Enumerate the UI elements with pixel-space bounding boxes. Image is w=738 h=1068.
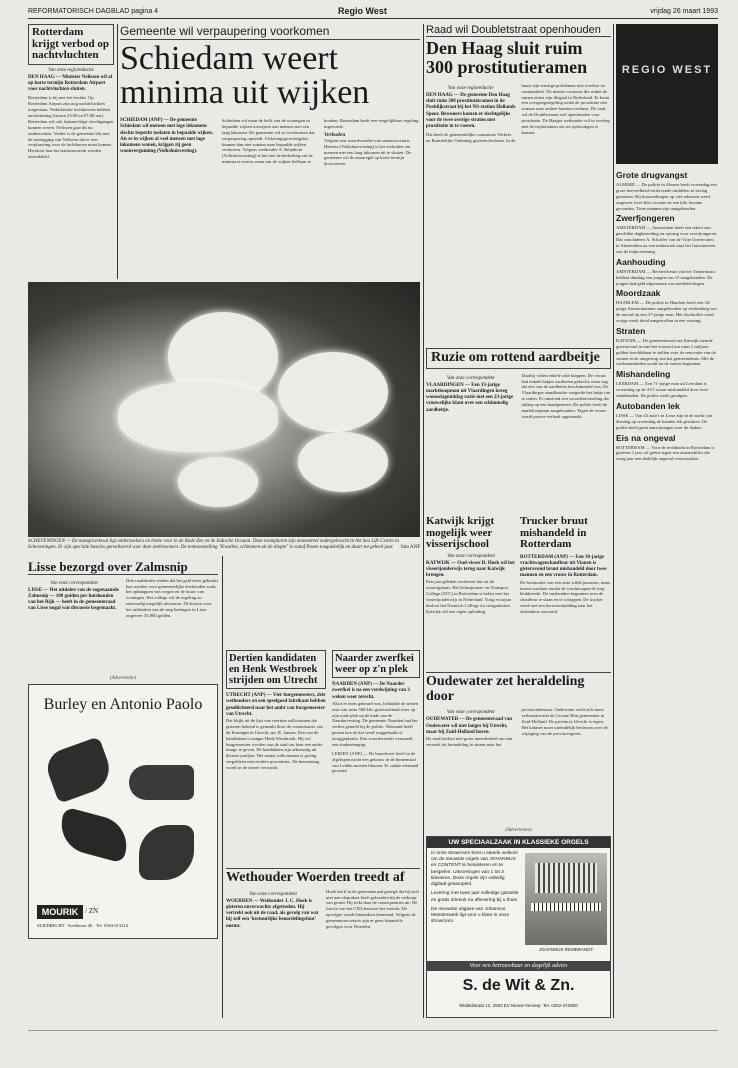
article-utrecht-lead: UTRECHT (ANP) — Vier burgemeesters, drie wethouders en een speelgoed fabrikant hebben gesolliciteerd naar het ambt van burgemeester van Utrecht.: [226, 693, 326, 717]
article-katwijk-lead: KATWIJK — Oud-visser D. Hoek wil het visserijonderwijs terug naar Katwijk brengen.: [426, 560, 515, 579]
article-woerden-lead: WOERDEN — Wethouder J. C. Hoek is gisteren onverwachts afgetreden. Hij vertrekt ook uit de raad, als gevolg van wat hij zelf een 'bestuurlijke beoordelingsfout' noemt.: [226, 898, 319, 929]
article-schiedam-subhead: Verboden: [324, 131, 346, 138]
jellyfish-shape: [178, 457, 258, 507]
ad-orgels-text2: Levering met twee jaar volledige garantie en gratis inbreuk na aflevering bij u thuis.: [431, 891, 519, 903]
ad-burley-title: Burley en Antonio Paolo: [43, 696, 203, 713]
article-woerden-body: Hoek heeft in de gemeenteraad gezegd dat hij zich niet aan afspraken heeft gehouden bij de verkoop van grond. Hij trekt daar de consequenties uit. De fractie van het CDA betreurt het vertrek. De opvolger wordt binnenkort benoemd. Volgens de gemeentesecretaris zijn er geen financiële gevolgen voor Woerden.: [326, 888, 419, 929]
article-denhaag-kicker: Raad wil Doubletstraat openhouden: [426, 24, 611, 37]
article-denhaag: [426, 24, 611, 344]
jellyfish-shape: [118, 382, 278, 452]
news-brief-body: ALMERE — De politie in Almere heeft woensdag een grote hoeveelheid verdovende middelen in beslag genomen. Bij huiszoekingen op vier adressen werd ongeveer twee kilo cocaïne en een kilo heroïne gevonden. Twee mannen zijn aangehouden.: [616, 182, 717, 211]
jellyfish-shape: [298, 432, 388, 492]
article-rotterdam-lead: DEN HAAG — Minister Nelissen wil al op korte termijn Rotterdam Airport voor nachtvluchten sluiten.: [28, 74, 113, 93]
article-rotterdam-title: Rotterdam krijgt verbod op nachtvluchten: [32, 26, 109, 62]
ad-orgels: [426, 836, 611, 1018]
article-schiedam-text: [120, 118, 420, 268]
article-schiedam-body2: Volgens een woordvoerder van staatssecretaris Heerma (Volkshuisvesting) is het verboden om mensen met een laag inkomen uit te sluiten. De gemeente wil de maatregel op korte termijn doorvoeren.: [324, 137, 412, 167]
news-brief: [616, 367, 718, 399]
article-schiedam-lead: SCHIEDAM (ANP) — De gemeente Schiedam wil mensen met lage inkomens slechts beperkt toelaten in bepaalde wijken. Als er in wijken al veel mensen met lage inkomens wonen, krijgen zij geen woonvergunning (Volkshuisvesting).: [120, 118, 214, 155]
article-denhaag-title: Den Haag sluit ruim 300 prostitutieramen: [426, 38, 588, 77]
news-brief-title: Aanhouding: [616, 256, 666, 267]
article-katwijk: [426, 516, 516, 656]
news-brief-title: Straten: [616, 325, 646, 336]
article-rotterdam: [28, 24, 114, 264]
ad-label-1: (Advertentie): [109, 676, 137, 681]
news-brief: [616, 211, 718, 254]
article-denhaag-text: [426, 83, 611, 338]
article-lisse-byline: Van onze correspondent: [50, 580, 98, 586]
article-ruzie-byline: Van onze correspondent: [446, 375, 495, 381]
news-brief-title: Mishandeling: [616, 369, 671, 380]
header-left: REFORMATORISCH DAGBLAD pagina 4: [28, 8, 159, 15]
article-denhaag-byline: Van onze regioredactie: [447, 85, 494, 91]
article-woerden: [226, 868, 420, 1018]
ad-burley-logo-name: MOURIK: [41, 907, 79, 917]
article-denhaag-lead: DEN HAAG — De gemeente Den Haag sluit ruim 300 prostitutieramen in de Poeldijkstraat bij het NS-station Hollands Spoor. Bewoners komen er slechtgelijks voor de twee overige straten met prostitutie in te voeren.: [426, 92, 516, 130]
article-woerden-byline: Van onze correspondent: [249, 891, 297, 897]
article-ruzie-body: Daarbij vielen enkele rake klappen. De vrouw had enkele bakjes aardbeien gekocht, maar zag dat een van de aardbeien beschimmeld was. De Vlaardingse standhouder weigerde het bakje om te ruilen. Er ontstond een woordenwisseling die uitliep op een handgemeen. De politie heeft de marktkoopman aangehouden. Tegen de vrouw wordt proces-verbaal opgemaakt.: [521, 372, 611, 419]
shoe-image: [139, 825, 194, 880]
article-ruzie-text: [426, 373, 611, 513]
news-brief-title: Grote drugvangst: [616, 170, 688, 180]
article-naarden: [332, 650, 420, 865]
ad-burley-logo-suffix: / ZN: [85, 907, 99, 915]
news-brief-body: AMSTERDAM — Amsterdam heeft een tekort aan geschikte dagbesteding en opvang voor zwerfjongeren. Dat concludeert A. Schoffer van de Vrije Universiteit in Amsterdam na een onderzoek naar het functioneren van de hulpverlening.: [616, 225, 718, 254]
ad-burley-address: SLIEDRECHT · Kerkbuurt 40 · Tel. 0184-413214: [37, 923, 128, 928]
article-trucker-body: De bestuurder van een auto wilde passeren, maar moest wachten omdat de vrachtwagen de weg blokkeerde. De inzittenden begonnen toen de chauffeur te slaan en te schoppen. De trucker werd met een hersenschudding naar het ziekenhuis vervoerd.: [520, 579, 611, 615]
shoe-image: [129, 765, 194, 800]
shoe-image: [55, 807, 133, 864]
organ-keys: [531, 903, 601, 911]
article-katwijk-byline: Van onze correspondent: [447, 553, 495, 559]
article-katwijk-body: Een jaar geleden verdween dat uit de visserijplaats. Het Scheepvaart- en Transport College (STC) in Rotterdam is belast met het visserijonderwijs in Nederland. Vorig voorjaar besloot het Nautisch College tot reorganisatie. Katwijk wil een eigen opleiding.: [426, 579, 512, 614]
jellyfish-photo: [28, 282, 420, 537]
article-rotterdam-body: Rotterdam is bij met het besluit. Op Rotterdam Airport zijn nog nachtvluchten toegestaan. Nederlandse luchthavens hebben nachtsluiting (tussen 23.00 en 07.00 uur). Rotterdam wil ook laatsnachtige vluchtgangen kunnen weren. Nelissen gaat dit nu onderzoeken. Verder is de gemeente blij met de toezegging van Nelissen dat er een verplaatsing voor de luchthaven moet komen. Hierdoor kan het stationsterrein worden ontwikkeld.: [28, 95, 114, 160]
ad-burley-logo: [37, 905, 83, 919]
article-schiedam-kicker: Gemeente wil verpaupering voorkomen: [120, 24, 420, 40]
ad-orgels-address: Middelstraat 12, 2553 EV Nieuw-Vennep. Tel. 0252-472800: [459, 1003, 578, 1008]
news-brief-body: AMSTERDAM — Rechercheurs van het Tienermusic hebben dinsdag een jongen van 15 aangehouden. De jongen had geld afgenomen van medeleerlingen.: [616, 268, 716, 286]
article-naarden-lead: NAARDEN (ANP) — De Naarder zwerfkei is na een verdwijning van 3 weken weer terecht.: [332, 682, 410, 700]
ad-orgels-company: S. de Wit & Zn.: [462, 977, 575, 994]
news-brief: [616, 324, 718, 367]
organ-image: [525, 853, 607, 945]
jellyfish-shape: [278, 352, 388, 432]
news-brief: [616, 286, 718, 324]
article-schiedam-title: Schiedam weert minima uit wijken: [120, 40, 370, 111]
column-rule: [423, 24, 424, 1018]
article-denhaag-body: Dat heeft de gemeentelijke commissie Verkeer en Ruimtelijke Ordening gisteren besloten. In de buurt zijn ernstige problemen met overlast en criminaliteit. De meeste vrouwen die achter de ramen zitten zijn illegaal in Nederland. Er komt een overgangsregeling zodat de prostitutie niet zomaar naar andere buurten verhuist. De raad wil de Doubletstraat wel openhouden voor prostitutie. De Haagse wethouder wil in overleg met de exploitanten om tot oplossingen te komen.: [426, 82, 610, 144]
regio-west-masthead: [616, 24, 718, 164]
article-oudewater-title: Oudewater zet heraldeling door: [426, 672, 611, 704]
article-ruzie-lead: VLAARDINGEN — Een 33-jarige marktkoopman uit Vlaardingen kreeg woensdagmiddag ruzie met een 23-jarige vrouwelijke klant over een schimmelig aardbeitje.: [426, 382, 514, 413]
article-oudewater-lead: OUDEWATER — De gemeenteraad van Oudewater wil niet langer bij Utrecht, maar bij Zuid-Holland horen.: [426, 717, 513, 735]
article-ruzie: [426, 348, 611, 508]
column-rule: [117, 24, 118, 279]
article-oudewater-byline: Van onze correspondent: [446, 710, 495, 716]
news-brief-title: Moordzaak: [616, 288, 661, 299]
article-woerden-title: Wethouder Woerden treedt af: [226, 868, 420, 886]
article-oudewater: [426, 672, 611, 824]
photo-credit: foto ANP: [400, 545, 420, 551]
article-utrecht: [226, 650, 326, 865]
news-brief-body: ROTTERDAM — Voor de rechtbank in Rotterdam is gisteren 1 jaar cel geëist tegen een automobilist die vorig jaar een dodelijk ongeval veroorzaakte.: [616, 444, 715, 462]
page-header: [28, 6, 718, 19]
article-oudewater-body: De raad besloot met grote meerderheid om een verzoek tot herindeling te sturen naar het provinciebestuur. Oudewater voelt zich meer verbonden met de Groene Hart gemeenten in Zuid-Holland. De provincie Utrecht is tegen. Het kabinet moet uiteindelijk beslissen over de wijziging van de provinciegrens.: [426, 707, 608, 747]
news-brief-body: KATWIJK — De gemeenteraad van Katwijk stemde gisteravond in met het voorstel om ruim 1 miljoen gulden beschikbaar te stellen voor de renovatie van de straten in de omgeving van het gemeentehuis. Met de werkzaamheden wordt na de zomer begonnen.: [616, 337, 716, 367]
article-trucker-title: Trucker bruut mishandeld in Rotterdam: [520, 515, 588, 551]
news-brief-body: LISSE — Van 43 auto's in Lisse zijn in de nacht van dinsdag op woensdag de banden lek gestoken. De politie heeft geen aanwijzingen over de daders.: [616, 412, 713, 430]
regio-west-label: REGIO WEST: [621, 64, 713, 76]
section-title: Regio West: [338, 6, 387, 16]
news-brief: [616, 255, 718, 287]
news-brief-title: Autobanden lek: [616, 400, 680, 411]
article-katwijk-title: Katwijk krijgt mogelijk weer visserijschool: [426, 515, 495, 551]
article-rotterdam-titlebox: [28, 24, 114, 65]
article-trucker: [520, 516, 611, 656]
article-naarden-title: Naarder zwerfkei weer op z'n plek: [332, 650, 420, 678]
news-brief: [616, 168, 718, 211]
article-lisse-title: Lisse bezorgd over Zalmsnip: [28, 560, 218, 575]
news-brief-body: LEERDAM — Een 71-jarige man uit Leerdam is woensdag op de A15 zwaar mishandeld door twee onbekenden. De politie zoekt getuigen.: [616, 381, 709, 398]
ad-orgels-text3: De nieuwste uitgave van Johannus Meesterwerk ligt voor u klaar in onze showroom.: [431, 906, 510, 925]
news-brief: [616, 431, 718, 463]
article-lisse: [28, 560, 218, 672]
column-rule: [613, 24, 614, 1018]
ad-burley: [28, 684, 218, 939]
article-oudewater-text: [426, 707, 611, 832]
news-brief-body: HAARLEM — De politie in Haarlem heeft een 34-jarige Amsterdammer aangehouden op verdenking van de moord op een 37-jarige man. Het slachtoffer werd vorige week dood aangetroffen in een woning.: [616, 300, 717, 323]
organ-pipes: [535, 863, 597, 893]
article-rotterdam-byline: Van onze regioredactie: [48, 67, 94, 73]
article-naarden-note: LEIDEN (ANP) — De brandweer heeft in de afgelopen nacht een gebouw in de binnenstad van Leiden moeten blussen. Er raakte niemand gewond.: [332, 750, 419, 774]
news-brief-title: Zwerfjongeren: [616, 213, 675, 224]
article-trucker-lead: ROTTERDAM (ANP) — Een 30-jarige vrachtwagenchauffeur uit Vianen is gisteravond bruut mishandeld door twee mannen en een vrouw in Rotterdam.: [520, 554, 607, 579]
article-naarden-body: Alsof er niets gebeurd was, belandde de stenen reus van ruim 500 kilo gisterochtend weer op zijn oude plek op de kade van de Naardervesting. De gemeente Naarden had het verlies gemeld bij de politie. Niemand heeft gezien hoe de kei werd weggehaald of teruggeplaatst. Een woordvoerder vermoedt een studentengrap.: [332, 700, 419, 747]
column-rule: [222, 556, 223, 1018]
article-woerden-text: [226, 889, 420, 1014]
article-utrecht-title: Dertien kandidaten en Henk Westbroek strijden om Utrecht: [226, 650, 326, 689]
ad-orgels-text: In onze showroom bent u steeds welkom om de nieuwste orgels van JOHANNUS en CONTENT te beluisteren en te bespelen. Uitvoeringen van 1 tot 3 klavieren. Deze orgels zijn volledig digitaal gesampled.: [431, 851, 518, 888]
photo-caption: [28, 539, 420, 552]
article-ruzie-title: Ruzie om rottend aardbeitje: [426, 348, 611, 369]
header-date: vrijdag 26 maart 1993: [650, 8, 718, 15]
shoe-image: [42, 736, 115, 804]
article-schiedam-body: Schiedam wil maar de helft van de woningen in bepaalde wijken toewijzen aan mensen met een laag inkomen. De gemeente wil zo voorkomen dat verpaupering optreedt. Uitkeringsgerechtigden kunnen dan niet zomaar naar bepaalde wijken verhuizen. Volgens wethouder A. Reijnhout (Volkshuisvesting) is het niet de bedoeling om de minima te weren, maar om de wijken leefbaar te houden. Rotterdam heeft een vergelijkbare regeling ingevoerd.: [222, 118, 419, 165]
ad-orgels-textblock: [431, 851, 519, 926]
article-lisse-lead: LISSE — Het uitdelen van de zogenaamde Zalmsnip — 100 gulden per huishouden van het Rijk — heeft in de gemeenteraad van Lisse nogal wat discussie losgemaakt.: [28, 587, 119, 612]
article-lisse-text: [28, 578, 218, 668]
ad-orgels-slogan: Voor een betrouwbaar en degelijk advies: [427, 961, 610, 971]
article-schiedam: [120, 24, 420, 279]
news-briefs-column: [616, 168, 718, 1018]
print-registration-bar: [28, 1030, 718, 1039]
article-lisse-body: Drie raadsleden vinden dat het geld beter gebruikt kan worden voor gemeentelijke doeleinden zoals het opknappen van wegen en de bouw van woningen. Het college wil de regeling zo eenvoudig mogelijk uitvoeren. De kosten voor het uitbetalen van de snip bedragen in Lisse ongeveer 35.000 gulden.: [126, 577, 218, 618]
ad-label-2: (Advertentie): [505, 828, 532, 833]
ad-orgels-title: UW SPECIAALZAAK IN KLASSIEKE ORGELS: [427, 837, 610, 848]
news-brief-title: Eis na ongeval: [616, 432, 676, 443]
photo-caption-text: SCHEVENINGEN — De mangrovekwal ligt onderzoekers en bente voor in de Rede Zee en de Indische Oceaan. Deze exemplaren zijn momenteel ondergebracht in het Sea Life Centre in Scheveningen. Er zijn speciale bassins gerealiseerd voor deze zeebewoners. De tentoonstelling "Kwallen, schimmen uit de diepte" is vanaf Pasen toegankelijk en duurt tot geheel jaar.: [28, 539, 399, 551]
article-utrecht-body: Dat blijkt uit de lijst van veertien sollicitanten die gisteren bekend is gemaakt door de commissaris van de Koningin in Utrecht, mr. R. Jansen. Een van de kandidaten is zanger Henk Westbroek. Hij wil burgemeester worden van de stad om haar een ander imago te geven. De kandidaten zijn afkomstig uit diverse partijen. Het aantal sollicitanten is gering vergeleken met eerdere procedures. De benoeming wordt in de zomer verwacht.: [226, 718, 323, 771]
organ-caption: JOHANNUS REMBRANDT: [538, 947, 594, 952]
news-brief: [616, 399, 718, 431]
